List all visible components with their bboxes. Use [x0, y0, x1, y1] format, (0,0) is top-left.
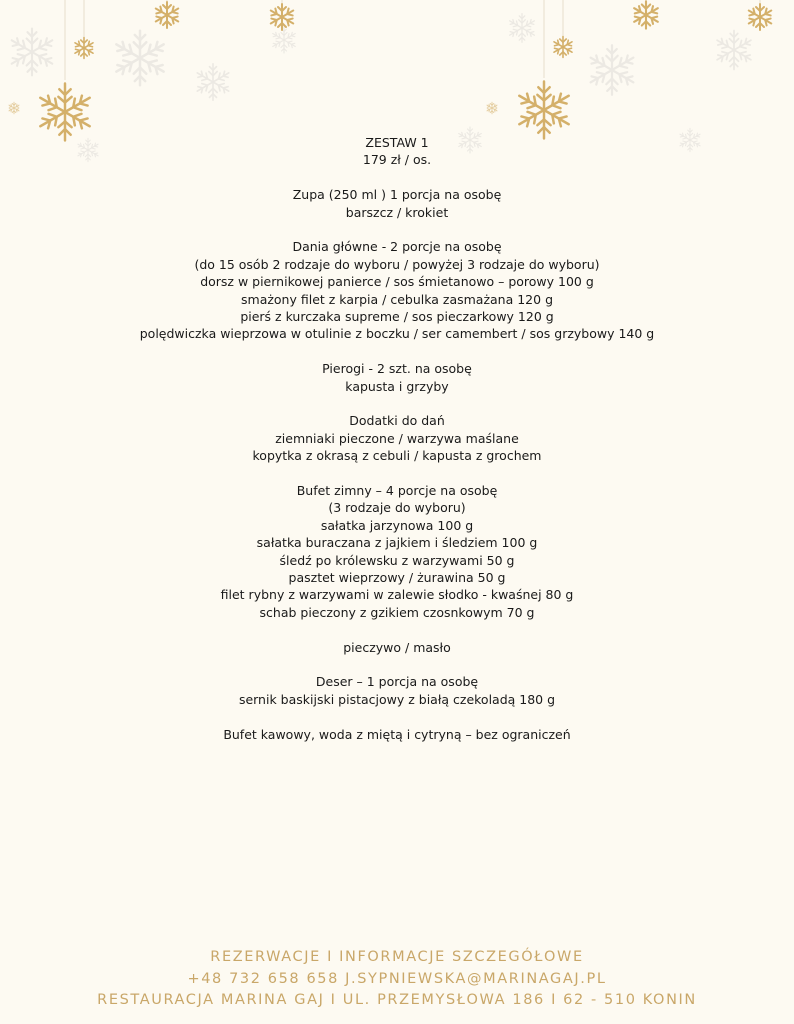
snowflake-icon [8, 102, 498, 114]
soup-heading: Zupa (250 ml ) 1 porcja na osobę [292, 187, 502, 203]
hanging-snowflake-ornament [37, 0, 773, 141]
mains-item: smażony filet z karpia / cebulka zasmażana 120 g [241, 291, 553, 307]
mains-note: (do 15 osób 2 rodzaje do wyboru / powyżej 3 rodzaje do wyboru) [194, 256, 600, 272]
mains-item: polędwiczka wieprzowa w otulinie z boczku / ser camembert / sos grzybowy 140 g [139, 326, 655, 342]
mains-item: pierś z kurczaka supreme / sos pieczarkowy 120 g [240, 309, 554, 325]
set-title: ZESTAW 1 [365, 135, 429, 150]
cold-buffet-item: schab pieczony z gzikiem czosnkowym 70 g [259, 604, 535, 620]
cold-buffet-note: (3 rodzaje do wyboru) [328, 500, 466, 516]
cold-buffet-heading: Bufet zimny – 4 porcje na osobę [296, 483, 498, 499]
menu-content [0, 134, 794, 743]
bread-line: pieczywo / masło [343, 639, 451, 655]
footer-reservations: REZERWACJE I INFORMACJE SZCZEGÓŁOWE [210, 949, 584, 965]
mains-heading: Dania główne - 2 porcje na osobę [292, 239, 502, 255]
footer-address: RESTAURACJA MARINA GAJ I UL. PRZEMYSŁOWA 186 I 62 - 510 KONIN [97, 992, 697, 1008]
footer-phone-email[interactable]: +48 732 658 658 J.SYPNIEWSKA@MARINAGAJ.PL [187, 970, 607, 987]
cold-buffet-item: pasztet wieprzowy / żurawina 50 g [288, 570, 506, 586]
footer-contact [0, 947, 794, 1012]
dessert-item: sernik baskijski pistacjowy z białą czekoladą 180 g [238, 691, 556, 707]
set-price: 179 zł / os. [362, 152, 432, 168]
pierogi-heading: Pierogi - 2 szt. na osobę [322, 361, 472, 377]
mains-item: dorsz w piernikowej panierce / sos śmietanowo – porowy 100 g [200, 274, 594, 290]
sides-item: ziemniaki pieczone / warzywa maślane [275, 430, 519, 446]
dessert-heading: Deser – 1 porcja na osobę [315, 674, 479, 690]
sides-item: kopytka z okrasą z cebuli / kapusta z grochem [252, 448, 542, 464]
cold-buffet-item: śledź po królewsku z warzywami 50 g [279, 552, 515, 568]
cold-buffet-item: filet rybny z warzywami w zalewie słodko - kwaśnej 80 g [220, 587, 574, 603]
sides-heading: Dodatki do dań [349, 413, 445, 429]
cold-buffet-item: sałatka buraczana z jajkiem i śledziem 100 g [256, 535, 538, 551]
cold-buffet-item: sałatka jarzynowa 100 g [320, 517, 474, 533]
coffee-buffet-line: Bufet kawowy, woda z miętą i cytryną – bez ograniczeń [223, 726, 571, 742]
soup-item: barszcz / krokiet [345, 204, 449, 220]
pierogi-item: kapusta i grzyby [345, 378, 449, 394]
